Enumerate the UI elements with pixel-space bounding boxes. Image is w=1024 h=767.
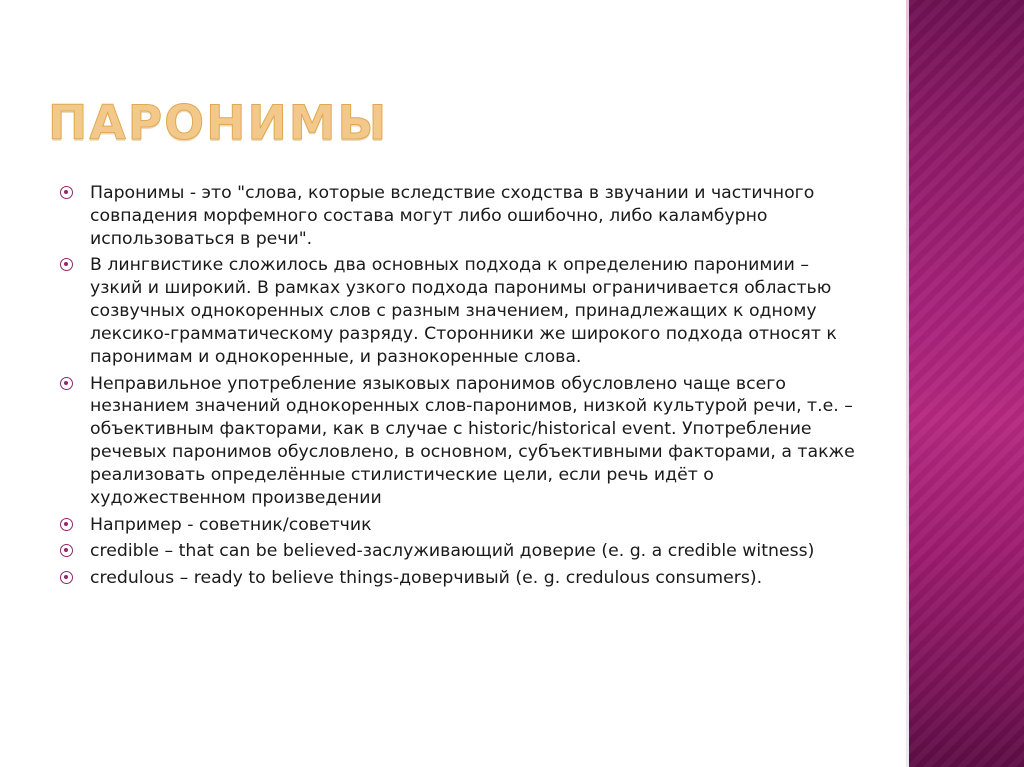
list-item xyxy=(46,540,866,563)
bullet-marker-icon xyxy=(60,571,73,584)
list-item xyxy=(46,254,866,368)
list-item xyxy=(46,567,866,590)
bullet-marker-icon xyxy=(60,544,73,557)
decorative-band-edge xyxy=(906,0,909,767)
list-item xyxy=(46,514,866,537)
list-item-text: Неправильное употребление языковых паронимов обусловлено чаще всего незнанием значений однокоренных слов-паронимов, низкой культурой речи, т.е. – объективным факторами, как в случае с historic/historical event. Употребление речевых паронимов обусловлено, в основном, субъективными факторами, а также реализовать определённые стилистические цели, если речь идёт о художественном произведении xyxy=(90,373,855,508)
list-item-text: Например - советник/советчик xyxy=(90,514,372,535)
bullet-marker-icon xyxy=(60,258,73,271)
bullet-marker-icon xyxy=(60,186,73,199)
page-title: ПАРОНИМЫ xyxy=(48,96,389,151)
list-item-text: credulous – ready to believe things-доверчивый (e. g. credulous consumers). xyxy=(90,568,763,589)
list-item xyxy=(46,373,866,510)
decorative-right-band xyxy=(909,0,1024,767)
bullet-list xyxy=(46,182,866,590)
list-item-text: credible – that can be believed-заслуживающий доверие (e. g. a credible witness) xyxy=(90,541,815,562)
list-item xyxy=(46,182,866,250)
list-item-text: Паронимы - это "слова, которые вследствие сходства в звучании и частичного совпадения морфемного состава могут либо ошибочно, либо каламбурно использоваться в речи". xyxy=(90,183,815,249)
list-item-text: В лингвистике сложилось два основных подхода к определению паронимии – узкий и широкий. В рамках узкого подхода паронимы ограничивается областью созвучных однокоренных слов с разным значением, принадлежащих к одному лексико-грамматическому разряду. Сторонники же широкого подхода относят к паронимам и однокоренные, и разнокоренные слова. xyxy=(90,255,837,367)
bullet-marker-icon xyxy=(60,518,73,531)
slide-body xyxy=(46,182,866,594)
bullet-marker-icon xyxy=(60,377,73,390)
